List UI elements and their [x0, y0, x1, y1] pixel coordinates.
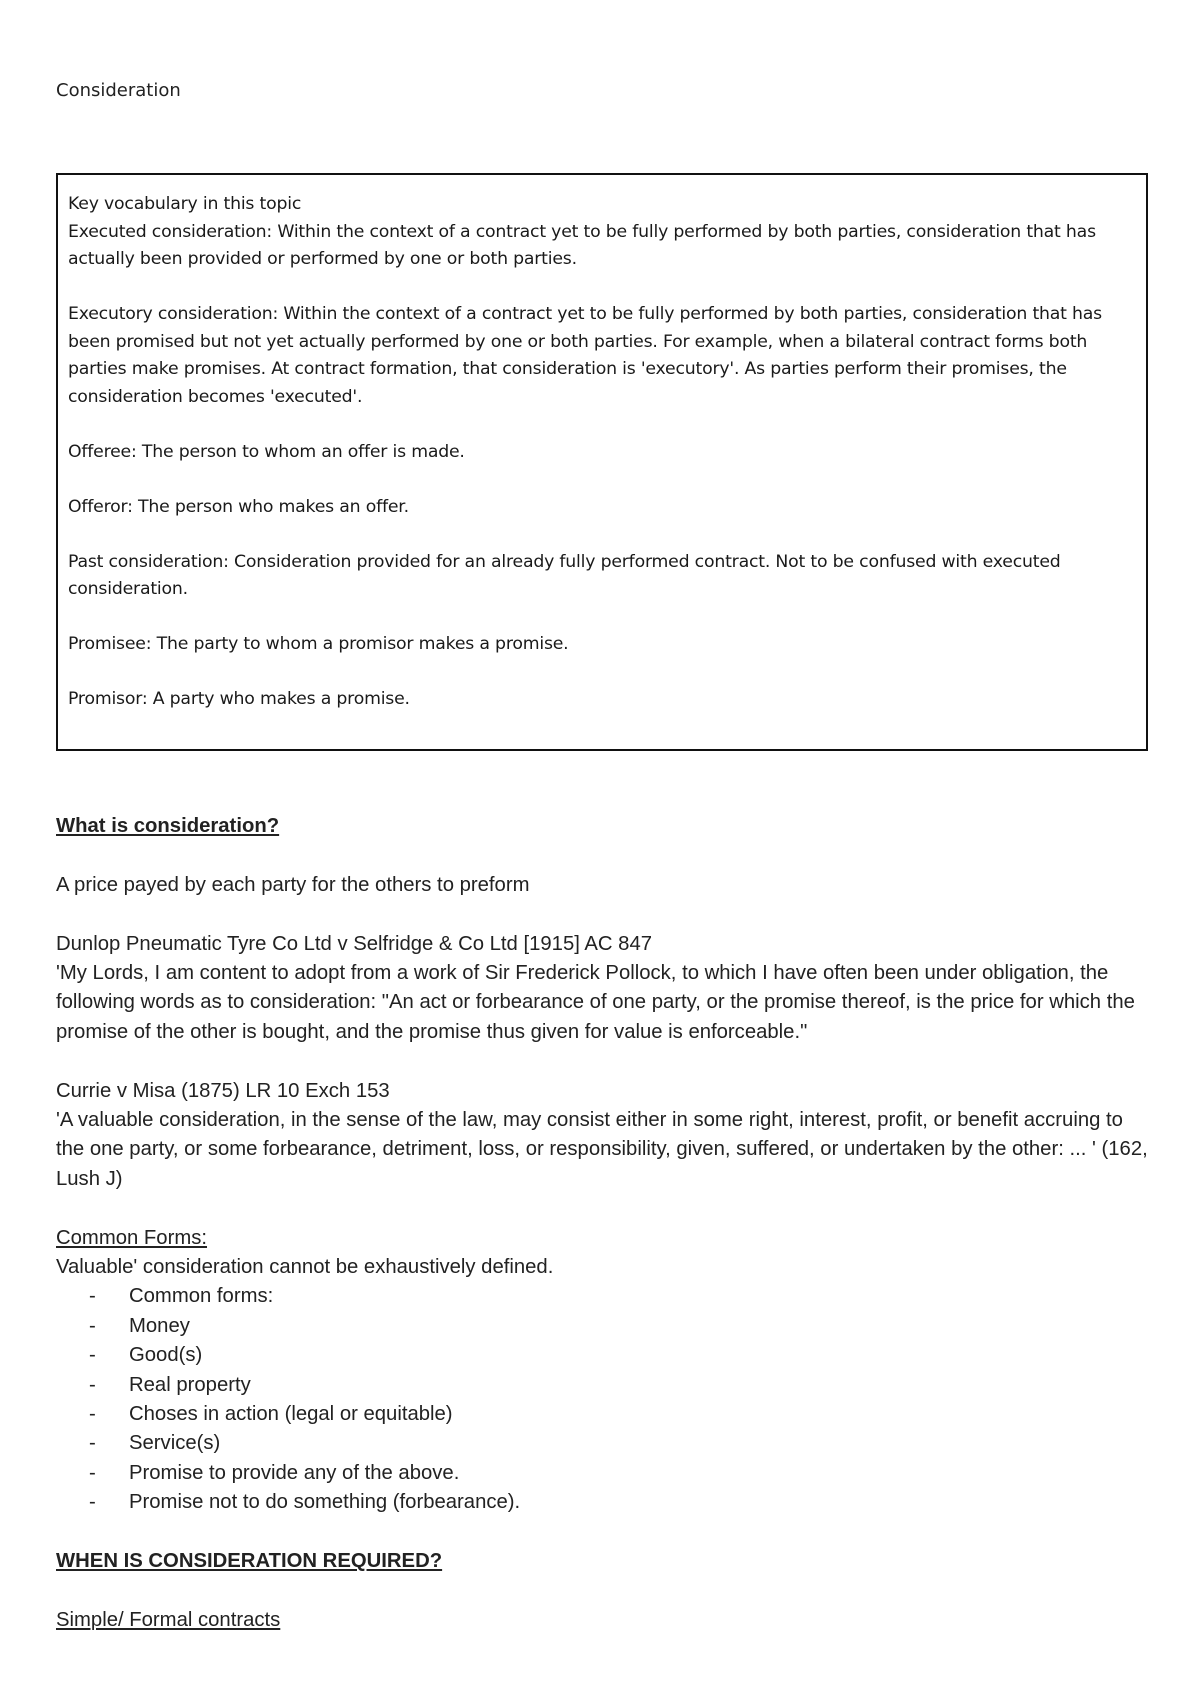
case-citation-dunlop: Dunlop Pneumatic Tyre Co Ltd v Selfridge & Co Ltd [1915] AC 847: [56, 932, 653, 955]
common-forms-heading: Common Forms:: [56, 1226, 208, 1249]
subheading-simple-formal: Simple/ Formal contracts: [56, 1608, 281, 1631]
vocab-promisee: Promisee: The party to whom a promisor makes a promise.: [68, 634, 569, 654]
common-forms-list: [56, 1282, 1156, 1517]
list-item: - Promise to provide any of the above.: [56, 1459, 1156, 1488]
vocab-executory: Executory consideration: Within the context of a contract yet to be fully performed by both parties, consideration that has been promised but not yet actually performed by one or both parties. For example, when a bilateral contract forms both parties make promises. At contract formation, that consideration is 'executory'. As parties perform their promises, the consideration becomes 'executed'.: [68, 304, 1102, 407]
vocab-past: Past consideration: Consideration provided for an already fully performed contract. Not to be confused with executed consideration.: [68, 551, 1061, 599]
document-title: Consideration: [56, 80, 181, 101]
case-citation-currie: Currie v Misa (1875) LR 10 Exch 153: [56, 1079, 390, 1102]
vocab-offeree: Offeree: The person to whom an offer is made.: [68, 441, 465, 462]
list-item: - Common forms:: [56, 1282, 1156, 1311]
case-quote-currie: 'A valuable consideration, in the sense of the law, may consist either in some right, interest, profit, or benefit accruing to the one party, or some forbearance, detriment, loss, or responsibility, given, suffered, or undertaken by the other: ... ' (162, Lush J): [56, 1109, 1148, 1190]
list-item: - Promise not to do something (forbearance).: [56, 1488, 1156, 1517]
list-item: - Good(s): [56, 1341, 1156, 1370]
vocab-executed: Executed consideration: Within the context of a contract yet to be fully performed by both parties, consideration that has actually been provided or performed by one or both parties.: [68, 221, 1096, 269]
case-quote-dunlop: 'My Lords, I am content to adopt from a work of Sir Frederick Pollock, to which I have often been under obligation, the following words as to consideration: "An act or forbearance of one party, or the promise thereof, is the price for which the promise of the other is bought, and the promise thus given for value is enforceable.": [56, 962, 1135, 1043]
main-content: [56, 812, 1156, 1635]
vocab-offeror: Offeror: The person who makes an offer.: [68, 496, 409, 517]
list-item: - Real property: [56, 1371, 1156, 1400]
section-heading-what-is: What is consideration?: [56, 815, 280, 837]
list-item: - Service(s): [56, 1429, 1156, 1458]
vocabulary-box: [56, 173, 1148, 751]
definition-text: A price payed by each party for the others to preform: [56, 873, 530, 896]
list-item: - Money: [56, 1312, 1156, 1341]
list-item: - Choses in action (legal or equitable): [56, 1400, 1156, 1429]
vocabulary-heading: Key vocabulary in this topic: [68, 194, 302, 214]
section-heading-when-required: WHEN IS CONSIDERATION REQUIRED?: [56, 1550, 443, 1573]
common-forms-intro: Valuable' consideration cannot be exhaustively defined.: [56, 1256, 554, 1279]
vocab-promisor: Promisor: A party who makes a promise.: [68, 689, 410, 709]
